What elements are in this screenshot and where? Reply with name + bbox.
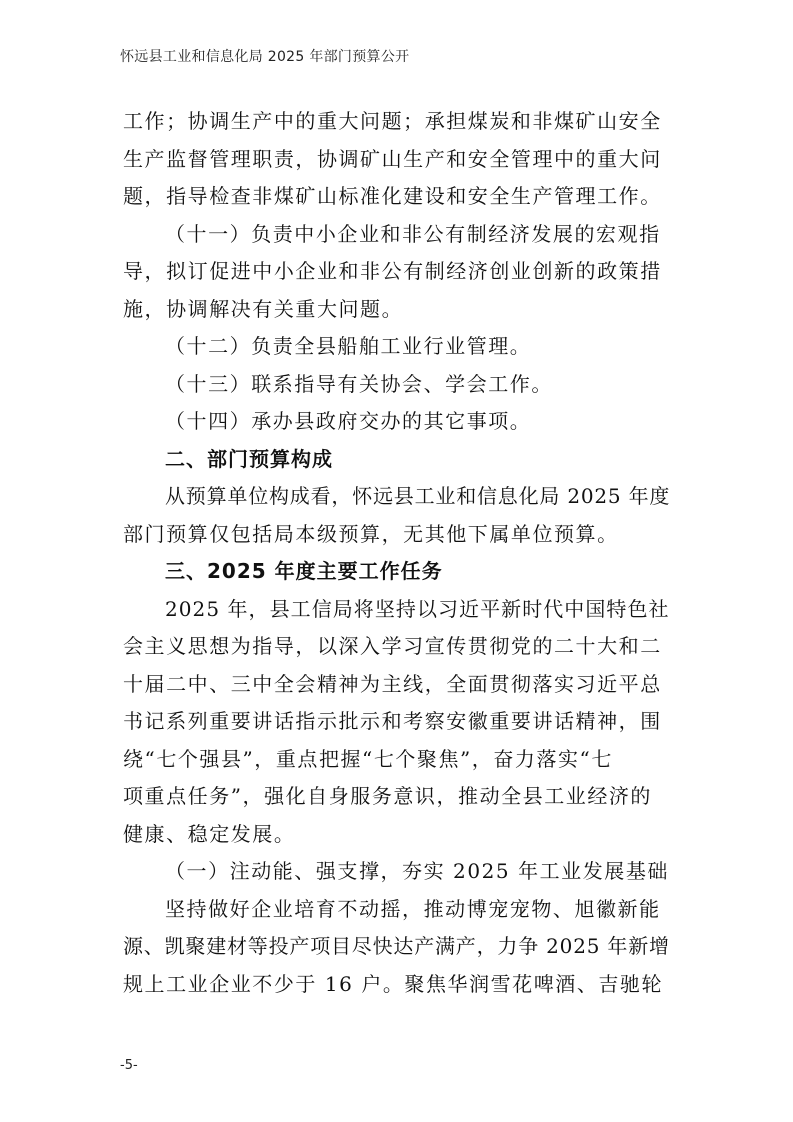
paragraph-line: 项重点任务”，强化自身服务意识，推动全县工业经济的 [123,784,652,808]
paragraph-line: 施，协调解决有关重大问题。 [123,296,404,321]
section-heading: 三、2025 年度主要工作任务 [165,559,443,583]
paragraph-line: （十二）负责全县船舶工业行业管理。 [165,334,532,358]
paragraph-line: 会主义思想为指导，以深入学习宣传贯彻党的二十大和二 [123,634,662,658]
paragraph-line: （十一）负责中小企业和非公有制经济发展的宏观指 [165,221,661,246]
paragraph-line: 部门预算仅包括局本级预算，无其他下属单位预算。 [123,521,619,546]
paragraph-line: （十三）联系指导有关协会、学会工作。 [165,371,553,396]
paragraph-line: 书记系列重要讲话指示批示和考察安徽重要讲话精神，围 [123,709,662,733]
paragraph-line: 工作；协调生产中的重大问题；承担煤炭和非煤矿山安全 [123,109,662,133]
section-heading: 二、部门预算构成 [165,446,333,471]
paragraph-line: 2025 年，县工信局将坚持以习近平新时代中国特色社 [165,596,670,621]
paragraph-line: （十四）承办县政府交办的其它事项。 [165,409,532,433]
page-number: -5- [120,1058,138,1073]
paragraph-line: 生产监督管理职责，协调矿山生产和安全管理中的重大问 [123,146,662,171]
paragraph-line: 十届二中、三中全会精神为主线，全面贯彻落实习近平总 [123,671,662,696]
subsection-heading: （一）注动能、强支撑，夯实 2025 年工业发展基础 [165,859,669,883]
page-header: 怀远县工业和信息化局 2025 年部门预算公开 [120,49,410,65]
paragraph-line: 坚持做好企业培育不动摇，推动博宠宠物、旭徽新能 [165,896,661,921]
paragraph-line: 题，指导检查非煤矿山标准化建设和安全生产管理工作。 [123,184,662,208]
paragraph-line: 绕“七个强县”，重点把握“七个聚焦”，奋力落实“七 [123,746,613,771]
paragraph-line: 源、凯聚建材等投产项目尽快达产满产，力争 2025 年新增 [123,934,670,958]
paragraph-line: 从预算单位构成看，怀远县工业和信息化局 2025 年度 [165,484,671,508]
paragraph-line: 规上工业企业不少于 16 户。聚焦华润雪花啤酒、吉驰轮 [123,971,664,996]
document-body [123,103,671,1003]
paragraph-line: 健康、稳定发展。 [123,821,296,846]
paragraph-line: 导，拟订促进中小企业和非公有制经济创业创新的政策措 [123,259,662,283]
